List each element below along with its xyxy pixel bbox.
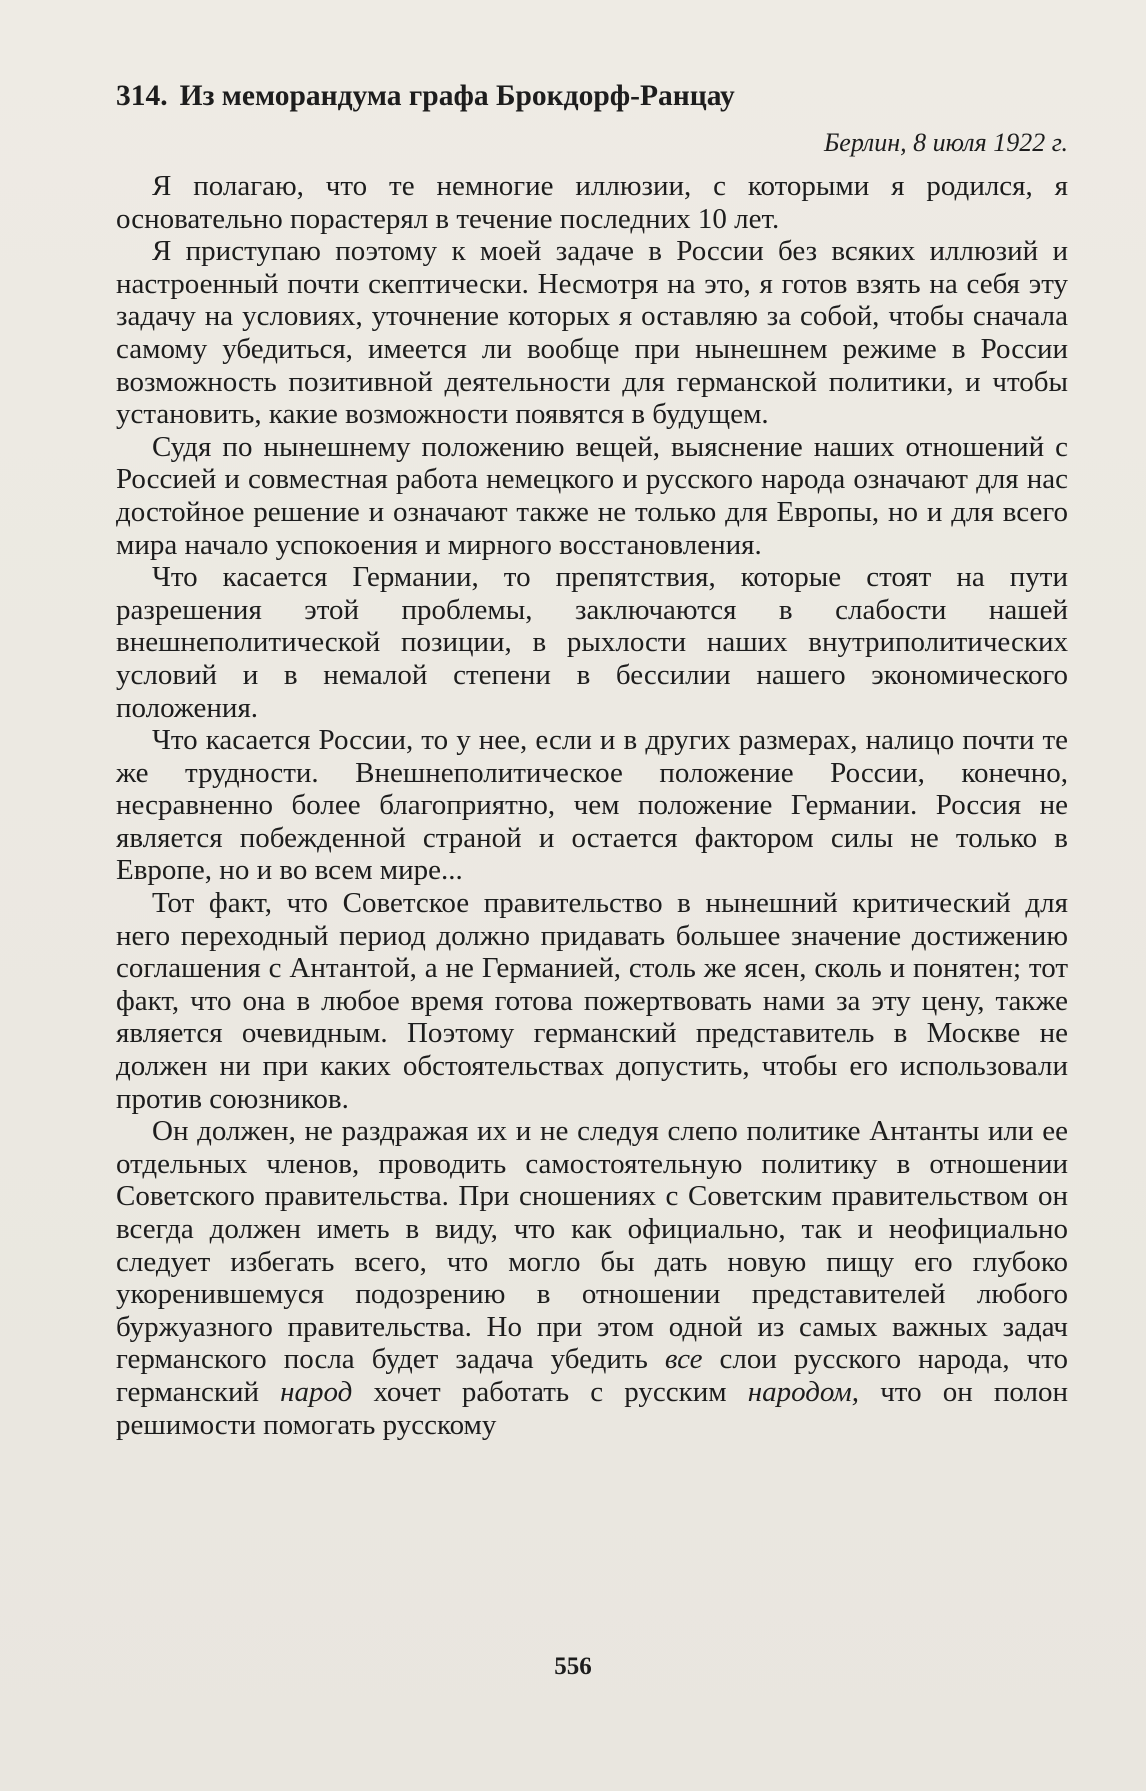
- emphasis-narod: народ: [280, 1375, 353, 1408]
- paragraph: Тот факт, что Советское правительство в нынешний критический для него переходный период должно придавать большее значение достижению соглашения с Антантой, а не Германией, столь же ясен, сколь и понятен; тот факт, что она в любое время готова пожертвовать нами за эту цену, также является очевидным. Поэтому германский представитель в Москве не должен ни при каких обстоятельствах допустить, чтобы его использовали против союзников.: [116, 887, 1068, 1115]
- body-text: [116, 170, 1068, 1441]
- document-title: Из меморандума графа Брокдорф-Ранцау: [179, 80, 735, 112]
- page-number: 556: [554, 1653, 592, 1680]
- paragraph-last-text-2: хочет работать с русским: [352, 1375, 748, 1408]
- paragraph: Что касается Германии, то препятствия, которые стоят на пути разрешения этой проблемы, заключаются в слабости нашей внешнеполитической позиции, в рыхлости наших внутриполитических условий и в немалой степени в бессилии нашего экономического положения.: [116, 561, 1068, 724]
- emphasis-vse: все: [664, 1343, 703, 1376]
- emphasis-narodom: народом,: [747, 1375, 860, 1408]
- paragraph-last: [116, 1115, 1068, 1441]
- document-number: 314.: [116, 80, 168, 112]
- paragraph: Судя по нынешнему положению вещей, выяснение наших отношений с Россией и совместная работа немецкого и русского народа означают для нас достойное решение и означают также не только для Европы, но и для всего мира начало успокоения и мирного восстановления.: [116, 430, 1068, 561]
- document-content: [116, 78, 1068, 1441]
- document-heading: [116, 78, 1068, 114]
- paragraph-last-start: Он должен, не раздражая их и не следуя слепо политике Антанты или ее отдельных членов, проводить самостоятельную политику в отношении Советского правительства. При сношениях с Советским правительством он всегда должен иметь в виду, что как официально, так и неофициально следует избегать всего, что могло бы дать новую пищу его глубоко укоренившемуся подозрению в отношении представителей любого буржуазного правительства. Но при этом одной из самых важных задач германского посла будет задача убедить: [116, 1115, 1068, 1376]
- paragraph: Я приступаю поэтому к моей задаче в России без всяких иллюзий и настроенный почти скептически. Несмотря на это, я готов взять на себя эту задачу на условиях, уточнение которых я оставляю за собой, чтобы сначала самому убедиться, имеется ли вообще при нынешнем режиме в России возможность позитивной деятельности для германской политики, и чтобы установить, какие возможности появятся в будущем.: [116, 235, 1068, 431]
- paragraph-last-text-1: слои русского народа, что германский: [116, 1343, 1068, 1408]
- paragraph: Что касается России, то у нее, если и в других размерах, налицо почти те же трудности. Внешнеполитическое положение России, конечно, несравненно более благоприятно, чем положение Германии. Россия не является побежденной страной и остается фактором силы не только в Европе, но и во всем мире...: [116, 724, 1068, 887]
- paragraph: Я полагаю, что те немногие иллюзии, с которыми я родился, я основательно порастерял в течение последних 10 лет.: [116, 170, 1068, 235]
- paragraph-last-text-3: что он полон решимости помогать русскому: [116, 1375, 1068, 1441]
- dateline: Берлин, 8 июля 1922 г.: [823, 128, 1068, 157]
